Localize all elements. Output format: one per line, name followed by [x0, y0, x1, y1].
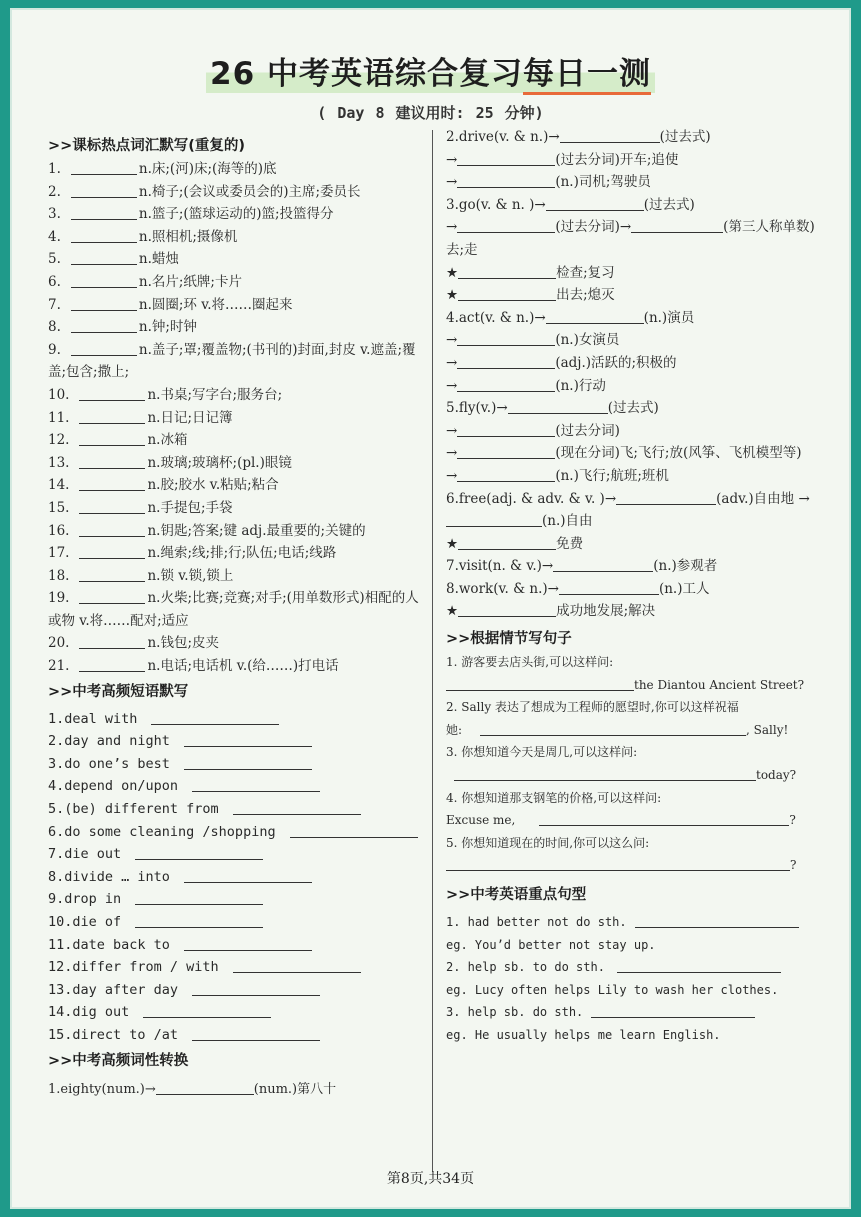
answer-blank[interactable]: [458, 535, 556, 550]
vocab-definition: n.玻璃;玻璃杯;(pl.)眼镜: [147, 454, 292, 471]
vocab-item: [48, 632, 426, 655]
phrase-item: [48, 798, 426, 821]
answer-blank[interactable]: [71, 273, 137, 288]
item-label: (n.)演员: [643, 309, 695, 326]
answer-blank[interactable]: [135, 845, 263, 860]
conversion-row: [446, 375, 826, 398]
answer-blank[interactable]: [290, 823, 418, 838]
sentence-ending: ?: [789, 813, 796, 828]
answer-blank[interactable]: [457, 377, 555, 392]
vocab-definition: n.床;(河)床;(海等的)底: [138, 161, 277, 177]
star-icon: ★: [446, 287, 459, 304]
item-label: 成功地发展;解决: [556, 603, 656, 620]
conversion-row: [446, 171, 826, 194]
item-label: (过去分词)开车;追使: [555, 151, 679, 168]
vocab-number: 19.: [48, 590, 70, 607]
vocab-definition: n.钟;时钟: [138, 319, 197, 336]
page-footer: 第8页,共34页: [386, 1171, 475, 1187]
vocab-definition: n.电话;电话机 v.(给……)打电话: [147, 658, 339, 675]
item-label: (n.)工人: [658, 580, 710, 597]
phrase-text: 7.die out: [48, 846, 122, 863]
vocab-definition: n.冰箱: [147, 432, 188, 449]
item-label: (n.)自由: [542, 513, 593, 530]
phrase-item: [48, 730, 426, 753]
answer-blank[interactable]: [192, 777, 320, 792]
vocab-number: 1.: [48, 161, 61, 177]
phrase-item: [48, 1024, 426, 1047]
item-label: 6.free(adj. & adv. & v. )→: [446, 490, 617, 507]
vocab-item: [48, 587, 426, 632]
arrow-icon: →: [446, 422, 458, 439]
vocab-definition: n.锁 v.锁,锁上: [147, 567, 234, 584]
sentence-ending: , Sally!: [746, 722, 789, 737]
vocab-definition: n.蜡烛: [138, 251, 179, 268]
answer-blank[interactable]: [616, 490, 716, 505]
answer-blank[interactable]: [192, 1026, 320, 1041]
answer-blank[interactable]: [71, 205, 137, 220]
sentence-answer-3: [446, 764, 826, 787]
right-column: [446, 126, 826, 1047]
conversion-label: 1.eighty(num.)→: [48, 1081, 156, 1097]
phrase-text: 11.date back to: [48, 936, 170, 953]
vocab-definition: n.日记;日记簿: [147, 409, 233, 426]
phrase-item: [48, 866, 426, 889]
answer-blank[interactable]: [457, 354, 555, 369]
conversion-row: [446, 149, 826, 172]
vocab-definition: n.圆圈;环 v.将……圈起来: [138, 296, 293, 313]
sentence-prompt-4: 4. 你想知道那支钢笔的价格,可以这样问:: [446, 790, 662, 805]
conversion-row: [446, 465, 826, 488]
sentence-ending: today?: [756, 768, 797, 783]
vocab-item: [48, 429, 426, 452]
phrase-text: 14.dig out: [48, 1004, 130, 1021]
answer-blank[interactable]: [480, 721, 746, 736]
vocab-number: 15.: [48, 499, 70, 516]
answer-blank[interactable]: [71, 228, 137, 243]
vocab-definition: n.名片;纸牌;卡片: [138, 273, 242, 290]
star-icon: ★: [446, 535, 459, 552]
vocab-item: [48, 384, 426, 407]
arrow-icon: →: [446, 219, 458, 236]
item-label: (第三人称单数)去;走: [446, 219, 815, 258]
sentence-answer-1: [446, 674, 826, 697]
star-icon: ★: [446, 264, 459, 281]
item-label: 7.visit(n. & v.)→: [446, 558, 554, 575]
answer-blank[interactable]: [184, 732, 312, 747]
item-label: (现在分词)飞;飞行;放(风筝、飞机模型等): [555, 445, 802, 462]
phrase-item: [48, 934, 426, 957]
item-label: (adv.)自由地 →: [716, 490, 810, 507]
vocab-number: 10.: [48, 386, 70, 403]
conversion-row: [446, 442, 826, 465]
answer-blank[interactable]: [539, 811, 789, 826]
answer-blank[interactable]: [553, 557, 653, 572]
vocab-definition: n.绳索;线;排;行;队伍;电话;线路: [147, 545, 337, 562]
vocab-number: 2.: [48, 183, 61, 200]
vocab-list: [48, 158, 426, 678]
item-label: 免费: [556, 535, 584, 552]
vocab-number: 21.: [48, 658, 70, 675]
arrow-icon: →: [446, 174, 458, 191]
vocab-item: [48, 316, 426, 339]
column-divider: [432, 130, 433, 1172]
answer-blank[interactable]: [458, 286, 556, 301]
answer-blank[interactable]: [71, 296, 137, 311]
title-underlined: 每日一测: [523, 56, 651, 95]
answer-blank[interactable]: [79, 657, 145, 672]
answer-blank[interactable]: [457, 218, 555, 233]
page-title: [206, 48, 655, 93]
vocab-number: 8.: [48, 319, 61, 336]
answer-blank[interactable]: [457, 331, 555, 346]
phrase-text: 15.direct to /at: [48, 1026, 179, 1043]
vocab-item: [48, 565, 426, 588]
answer-blank[interactable]: [79, 454, 145, 469]
item-label: (n.)行动: [555, 377, 606, 394]
left-column: [48, 134, 426, 1101]
sentence-answer-4: [446, 809, 826, 832]
item-label: (n.)参观者: [653, 558, 718, 575]
phrase-item: [48, 911, 426, 934]
answer-blank[interactable]: [151, 710, 279, 725]
answer-blank[interactable]: [560, 128, 660, 143]
item-label: 4.act(v. & n.)→: [446, 309, 546, 326]
pattern-1: [446, 911, 826, 934]
phrase-item: [48, 821, 426, 844]
vocab-item: [48, 339, 426, 384]
phrase-item: [48, 1001, 426, 1024]
conversion-row: [446, 600, 826, 623]
sentence-ending: ?: [790, 858, 797, 873]
pattern-1-example: eg. You’d better not stay up.: [446, 937, 656, 952]
sentence-start: Excuse me,: [446, 813, 516, 828]
answer-blank[interactable]: [546, 196, 644, 211]
phrase-text: 6.do some cleaning /shopping: [48, 823, 276, 840]
conversion-item-2: [446, 126, 826, 149]
conversion-item-4: [446, 307, 826, 330]
answer-blank[interactable]: [135, 913, 263, 928]
sentence-ending: the Diantou Ancient Street?: [634, 677, 805, 692]
vocab-number: 11.: [48, 409, 70, 426]
vocab-number: 9.: [48, 341, 61, 358]
pattern-3-example: eg. He usually helps me learn English.: [446, 1027, 721, 1042]
answer-blank[interactable]: [79, 499, 145, 514]
page-subtitle: ( Day 8 建议用时: 25 分钟): [317, 104, 544, 122]
answer-blank[interactable]: [71, 183, 137, 198]
phrase-text: 8.divide … into: [48, 868, 170, 885]
section-heading-vocab: >>课标热点词汇默写(重复的): [48, 138, 246, 154]
pattern-text: 1. had better not do sth.: [446, 915, 627, 929]
phrase-text: 9.drop in: [48, 891, 122, 908]
item-label: (过去分词)→: [555, 219, 632, 236]
conversion-item-7: [446, 555, 826, 578]
sentence-prompt-3: 3. 你想知道今天是周几,可以这样问:: [446, 745, 638, 760]
section-heading-sentences: >>根据情节写句子: [446, 631, 572, 648]
answer-blank[interactable]: [631, 218, 723, 233]
phrase-text: 3.do one’s best: [48, 755, 170, 772]
vocab-number: 3.: [48, 206, 61, 223]
vocab-definition: n.手提包;手袋: [147, 499, 233, 516]
conversion-item-3: [446, 194, 826, 217]
arrow-icon: →: [446, 332, 458, 349]
answer-blank[interactable]: [192, 981, 320, 996]
conversion-item-8: [446, 578, 826, 601]
vocab-item: [48, 520, 426, 543]
item-label: (过去式): [643, 196, 695, 213]
item-label: 3.go(v. & n. )→: [446, 196, 546, 213]
answer-blank[interactable]: [184, 936, 312, 951]
phrase-text: 2.day and night: [48, 733, 170, 750]
section-heading-patterns: >>中考英语重点句型: [446, 887, 587, 903]
phrase-item: [48, 979, 426, 1002]
phrase-text: 4.depend on/upon: [48, 778, 179, 795]
vocab-number: 5.: [48, 251, 61, 268]
vocab-item: [48, 271, 426, 294]
answer-blank[interactable]: [458, 264, 556, 279]
answer-blank[interactable]: [79, 386, 145, 401]
pattern-2-example: eg. Lucy often helps Lily to wash her clothes.: [446, 982, 779, 997]
conversion-row: [446, 329, 826, 352]
answer-blank[interactable]: [71, 160, 137, 175]
vocab-number: 20.: [48, 635, 70, 652]
vocab-item: [48, 158, 426, 181]
arrow-icon: →: [446, 445, 458, 462]
vocab-definition: n.钱包;皮夹: [147, 635, 220, 652]
arrow-icon: →: [446, 377, 458, 394]
answer-blank[interactable]: [156, 1080, 254, 1095]
vocab-definition: n.钥匙;答案;键 adj.最重要的;关键的: [147, 522, 366, 539]
sentence-answer-2: [446, 719, 826, 742]
phrase-text: 1.deal with: [48, 710, 138, 727]
vocab-number: 6.: [48, 273, 61, 290]
sentence-prompt-5: 5. 你想知道现在的时间,你可以这么问:: [446, 835, 650, 850]
section-heading-phrases: >>中考高频短语默写: [48, 683, 189, 700]
item-label: 5.fly(v.)→: [446, 400, 508, 417]
answer-blank[interactable]: [591, 1003, 755, 1018]
phrase-item: [48, 775, 426, 798]
item-label: 出去;熄灭: [556, 287, 615, 304]
pattern-3: [446, 1001, 826, 1024]
vocab-definition: n.盖子;罩;覆盖物;(书刊的)封面,封皮 v.遮盖;覆盖;包含;撒上;: [48, 341, 416, 381]
conversion-row: [446, 262, 826, 285]
vocab-item: [48, 181, 426, 204]
vocab-number: 16.: [48, 522, 70, 539]
answer-blank[interactable]: [79, 589, 145, 604]
answer-blank[interactable]: [458, 602, 556, 617]
vocab-definition: n.胶;胶水 v.粘贴;粘合: [147, 477, 279, 494]
answer-blank[interactable]: [233, 958, 361, 973]
pattern-text: 2. help sb. to do sth.: [446, 960, 605, 975]
answer-blank[interactable]: [446, 676, 634, 691]
arrow-icon: →: [446, 151, 458, 168]
phrase-item: [48, 753, 426, 776]
conversion-row: [446, 216, 826, 261]
title-wrap: [12, 48, 849, 93]
vocab-number: 17.: [48, 545, 70, 562]
conversion-row: [446, 420, 826, 443]
conversion-row: [446, 533, 826, 556]
vocab-definition: n.篮子;(篮球运动的)篮;投篮得分: [138, 206, 334, 223]
vocab-number: 12.: [48, 432, 70, 449]
answer-blank[interactable]: [79, 567, 145, 582]
item-label: 2.drive(v. & n.)→: [446, 129, 560, 145]
phrase-text: 5.(be) different from: [48, 801, 219, 818]
vocab-definition: n.火柴;比赛;竞赛;对手;(用单数形式)相配的人或物 v.将……配对;适应: [48, 590, 419, 629]
answer-blank[interactable]: [546, 309, 644, 324]
vocab-item: [48, 248, 426, 271]
vocab-number: 13.: [48, 454, 70, 471]
pattern-text: 3. help sb. do sth.: [446, 1005, 584, 1020]
phrase-list: [48, 708, 426, 1047]
answer-blank[interactable]: [233, 800, 361, 815]
answer-blank[interactable]: [71, 318, 137, 333]
vocab-definition: n.书桌;写字台;服务台;: [147, 386, 283, 403]
answer-blank[interactable]: [457, 173, 555, 188]
answer-blank[interactable]: [454, 766, 756, 781]
answer-blank[interactable]: [457, 151, 555, 166]
vocab-number: 18.: [48, 567, 70, 584]
answer-blank[interactable]: [143, 1003, 271, 1018]
answer-blank[interactable]: [457, 467, 555, 482]
vocab-item: [48, 655, 426, 678]
answer-blank[interactable]: [79, 431, 145, 446]
vocab-item: [48, 474, 426, 497]
vocab-item: [48, 497, 426, 520]
answer-blank[interactable]: [508, 399, 608, 414]
vocab-number: 14.: [48, 477, 70, 494]
vocab-item: [48, 542, 426, 565]
item-label: 8.work(v. & n.)→: [446, 580, 559, 597]
vocab-number: 4.: [48, 228, 61, 245]
sentence-prompt-1: 1. 游客要去店头街,可以这样问:: [446, 655, 614, 670]
phrase-item: [48, 843, 426, 866]
conversion-row: [446, 284, 826, 307]
vocab-definition: n.照相机;摄像机: [138, 228, 238, 245]
item-label: (过去分词): [555, 422, 620, 439]
phrase-item: [48, 888, 426, 911]
title-main: 26 中考英语综合复习: [210, 56, 523, 92]
item-label: (n.)女演员: [555, 332, 620, 349]
sentence-answer-5: [446, 854, 826, 877]
answer-blank[interactable]: [71, 250, 137, 265]
answer-blank[interactable]: [457, 444, 555, 459]
answer-blank[interactable]: [635, 913, 799, 928]
answer-blank[interactable]: [79, 409, 145, 424]
arrow-icon: →: [446, 467, 458, 484]
conversion-label: (num.)第八十: [253, 1081, 337, 1097]
star-icon: ★: [446, 603, 459, 620]
item-label: (n.)司机;驾驶员: [555, 174, 651, 191]
phrase-item: [48, 956, 426, 979]
conversion-item-6: [446, 488, 826, 533]
vocab-item: [48, 294, 426, 317]
item-label: (n.)飞行;航班;班机: [555, 467, 669, 484]
answer-blank[interactable]: [79, 522, 145, 537]
vocab-item: [48, 203, 426, 226]
vocab-item: [48, 452, 426, 475]
phrase-text: 10.die of: [48, 914, 122, 930]
conversion-item-1: [48, 1079, 426, 1102]
answer-blank[interactable]: [135, 890, 263, 905]
vocab-number: 7.: [48, 296, 61, 313]
vocab-item: [48, 407, 426, 430]
vocab-item: [48, 226, 426, 249]
item-label: (过去式): [659, 129, 711, 145]
item-label: (过去式): [607, 400, 659, 417]
answer-blank[interactable]: [79, 544, 145, 559]
conversion-item-5: [446, 397, 826, 420]
answer-blank[interactable]: [79, 476, 145, 491]
conversion-row: [446, 352, 826, 375]
answer-blank[interactable]: [446, 856, 790, 871]
item-label: 检查;复习: [556, 264, 615, 281]
answer-blank[interactable]: [184, 868, 312, 883]
answer-blank[interactable]: [617, 958, 781, 973]
vocab-definition: n.椅子;(会议或委员会的)主席;委员长: [138, 183, 361, 200]
section-heading-conversion: >>中考高频词性转换: [48, 1052, 189, 1069]
answer-blank[interactable]: [184, 755, 312, 770]
arrow-icon: →: [446, 354, 458, 371]
phrase-text: 13.day after day: [48, 981, 179, 998]
answer-blank[interactable]: [457, 422, 555, 437]
answer-blank[interactable]: [71, 341, 137, 356]
sentence-start: 她:: [446, 722, 463, 737]
phrase-item: [48, 708, 426, 731]
answer-blank[interactable]: [79, 634, 145, 649]
answer-blank[interactable]: [559, 580, 659, 595]
phrase-text: 12.differ from / with: [48, 959, 219, 976]
sentence-prompt-2: 2. Sally 表达了想成为工程师的愿望时,你可以这样祝福: [446, 700, 739, 715]
item-label: (adj.)活跃的;积极的: [555, 354, 677, 371]
worksheet-page: [10, 8, 851, 1209]
pattern-2: [446, 956, 826, 979]
answer-blank[interactable]: [446, 512, 542, 527]
